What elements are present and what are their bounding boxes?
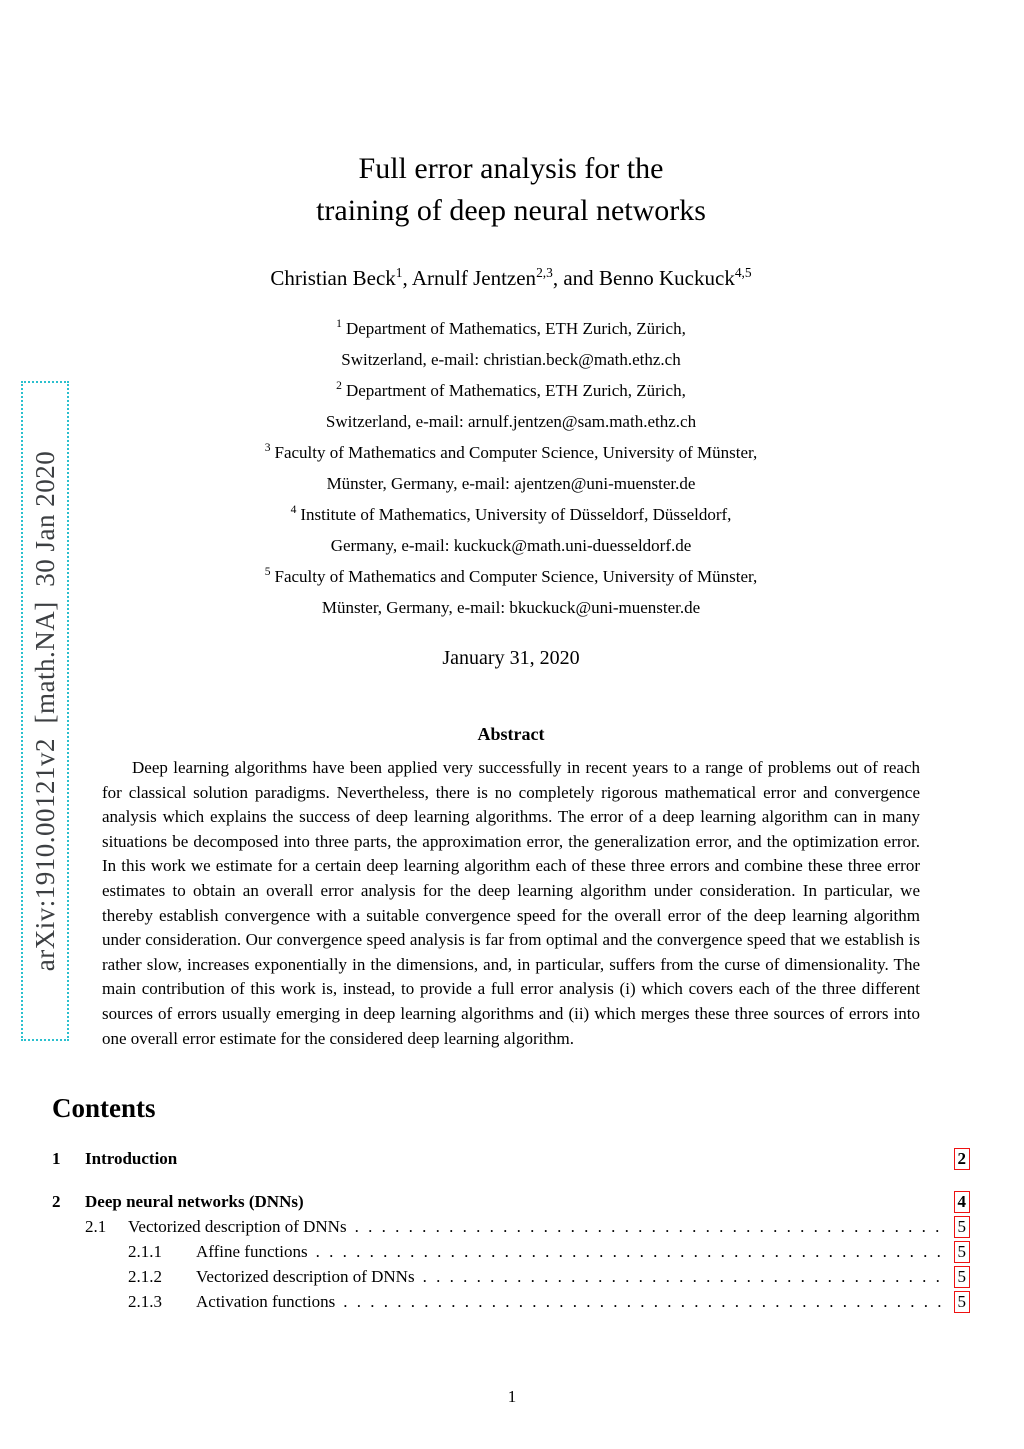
toc-section-number: 2.1.3	[128, 1292, 162, 1312]
toc-page-link[interactable]	[954, 1189, 971, 1214]
toc-page-number[interactable]: 4	[954, 1191, 971, 1213]
affiliation-line	[52, 499, 970, 530]
affiliation-line	[52, 437, 970, 468]
affiliation-number: 4	[290, 503, 297, 517]
author-name-1: Christian Beck	[270, 266, 396, 290]
affiliation-4	[52, 499, 970, 561]
toc-label: Deep neural networks (DNNs)	[85, 1192, 304, 1212]
author-separator-1: ,	[402, 266, 412, 290]
toc-label: Vectorized description of DNNs	[128, 1217, 347, 1237]
title-line-1: Full error analysis for the	[358, 152, 664, 185]
toc-page-number[interactable]: 5	[954, 1216, 971, 1238]
toc-page-link[interactable]	[954, 1239, 971, 1264]
toc-entry-activation-functions[interactable]	[52, 1289, 970, 1314]
affiliation-line	[52, 375, 970, 406]
abstract-text: Deep learning algorithms have been applied very successfully in recent years to a range of problems out of reach for classical solution paradigms. Nevertheless, there is no completely rigorous mathematical error and convergence analysis which explains the success of deep learning algorithms. The error of a deep learning algorithm can in many situations be decomposed into three parts, the approximation error, the generalization error, and the optimization error. In this work we estimate for a certain deep learning algorithm each of these three errors and combine these three error estimates to obtain an overall error analysis for the deep learning algorithm under consideration. In particular, we thereby establish convergence with a suitable convergence speed for the overall error of the deep learning algorithm under consideration. Our convergence speed analysis is far from optimal and the convergence speed that we establish is rather slow, increases exponentially in the dimensions, and, in particular, suffers from the curse of dimensionality. The main contribution of this work is, instead, to provide a full error analysis (i) which covers each of the three different sources of errors usually emerging in deep learning algorithms and (ii) which merges these three sources of errors into one overall error estimate for the considered deep learning algorithm.	[102, 758, 920, 1048]
toc-page-number[interactable]: 5	[954, 1241, 971, 1263]
toc-section-number: 2.1.2	[128, 1267, 162, 1287]
toc-label: Affine functions	[196, 1242, 308, 1262]
affiliation-line	[52, 561, 970, 592]
affiliations	[52, 313, 970, 623]
affiliation-institution: Institute of Mathematics, University of Düsseldorf, Düsseldorf,	[300, 505, 732, 524]
toc-page-link[interactable]	[954, 1289, 971, 1314]
author-name-3: Benno Kuckuck	[598, 266, 735, 290]
toc-page-link[interactable]	[954, 1146, 971, 1171]
affiliation-number: 5	[264, 565, 271, 579]
toc-section-number: 2.1.1	[128, 1242, 162, 1262]
author-line	[52, 266, 970, 291]
author-affil-ref-3: 4,5	[734, 265, 752, 280]
affiliation-email-line: Germany, e-mail: kuckuck@math.uni-duesseldorf.de	[330, 536, 692, 555]
table-of-contents	[52, 1146, 970, 1314]
abstract-heading: Abstract	[477, 724, 545, 744]
toc-dot-leader	[355, 1214, 946, 1239]
paper-date: January 31, 2020	[442, 647, 580, 669]
toc-dot-leader	[343, 1289, 945, 1314]
author-affil-ref-1: 1	[395, 265, 403, 280]
toc-entry-affine-functions[interactable]	[52, 1239, 970, 1264]
toc-entry-vectorized-dnns[interactable]	[52, 1264, 970, 1289]
affiliation-institution: Faculty of Mathematics and Computer Science, University of Münster,	[274, 443, 758, 462]
toc-page-link[interactable]	[954, 1264, 971, 1289]
affiliation-number: 1	[336, 317, 342, 331]
affiliation-number: 2	[336, 379, 342, 393]
affiliation-3	[52, 437, 970, 499]
toc-entry-introduction[interactable]	[52, 1146, 970, 1171]
toc-section-number: 2.1	[85, 1217, 107, 1237]
toc-section-number: 1	[52, 1149, 61, 1169]
toc-page-number[interactable]: 2	[954, 1148, 971, 1170]
title-line-2: training of deep neural networks	[316, 194, 706, 227]
toc-dot-leader	[423, 1264, 946, 1289]
affiliation-line	[52, 313, 970, 344]
affiliation-institution: Department of Mathematics, ETH Zurich, Zürich,	[345, 381, 686, 400]
contents-heading: Contents	[52, 1093, 156, 1124]
toc-page-link[interactable]	[954, 1214, 971, 1239]
author-separator-2: , and	[552, 266, 599, 290]
toc-page-number[interactable]: 5	[954, 1266, 971, 1288]
affiliation-email-line: Switzerland, e-mail: arnulf.jentzen@sam.math.ethz.ch	[325, 412, 697, 431]
arxiv-watermark: arXiv:1910.00121v2 [math.NA] 30 Jan 2020	[21, 381, 69, 1041]
toc-label: Vectorized description of DNNs	[196, 1267, 415, 1287]
toc-dot-leader	[316, 1239, 946, 1264]
affiliation-5	[52, 561, 970, 623]
author-name-2: Arnulf Jentzen	[411, 266, 537, 290]
affiliation-1	[52, 313, 970, 375]
toc-section-number: 2	[52, 1192, 61, 1212]
affiliation-email-line: Münster, Germany, e-mail: bkuckuck@uni-muenster.de	[321, 598, 701, 617]
toc-label: Activation functions	[196, 1292, 336, 1312]
affiliation-institution: Department of Mathematics, ETH Zurich, Zürich,	[345, 319, 686, 338]
affiliation-2	[52, 375, 970, 437]
affiliation-number: 3	[264, 441, 271, 455]
toc-label: Introduction	[85, 1149, 178, 1169]
paper-content	[52, 0, 970, 1314]
page-number: 1	[507, 1387, 517, 1406]
affiliation-email-line: Switzerland, e-mail: christian.beck@math.ethz.ch	[341, 350, 681, 369]
toc-page-number[interactable]: 5	[954, 1291, 971, 1313]
toc-entry-dnns[interactable]	[52, 1189, 970, 1214]
author-affil-ref-2: 2,3	[536, 265, 553, 280]
paper-title	[52, 148, 970, 232]
affiliation-email-line: Münster, Germany, e-mail: ajentzen@uni-muenster.de	[326, 474, 696, 493]
toc-entry-vectorized-description[interactable]	[52, 1214, 970, 1239]
affiliation-institution: Faculty of Mathematics and Computer Science, University of Münster,	[274, 567, 758, 586]
